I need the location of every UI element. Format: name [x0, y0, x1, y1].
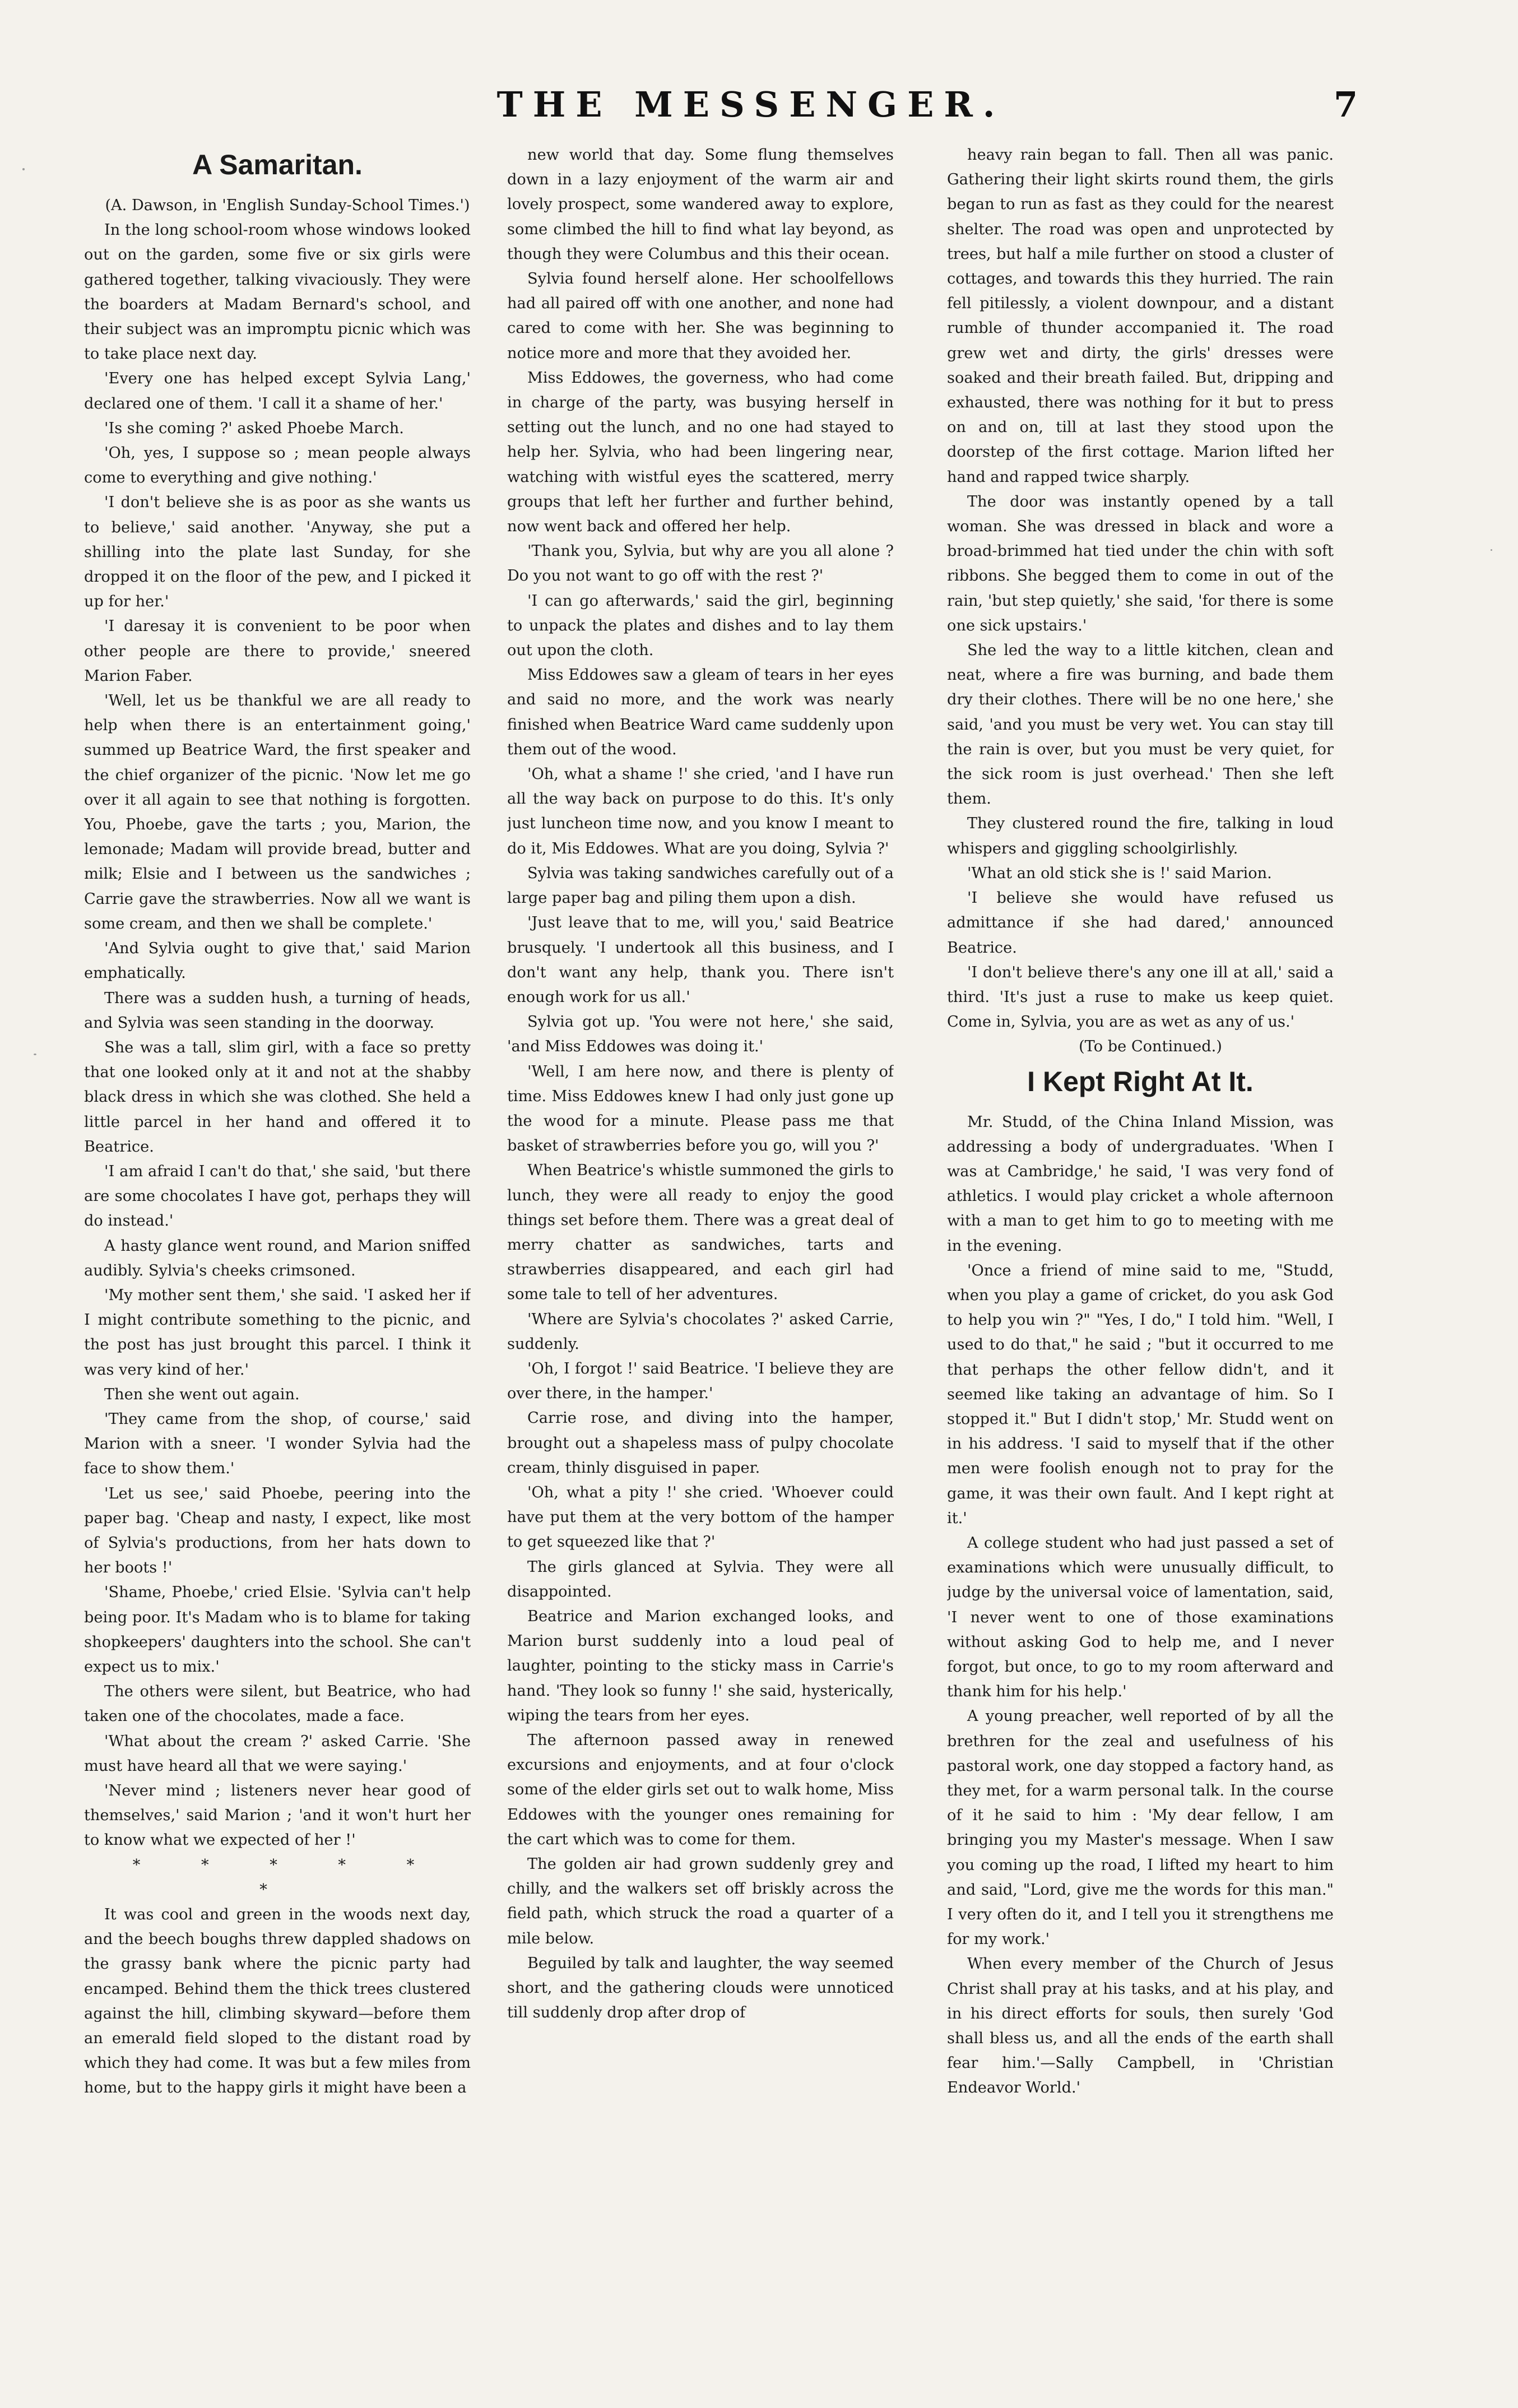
paragraph: 'Where are Sylvia's chocolates ?' asked Carrie, suddenly.: [507, 1310, 894, 1353]
paragraph: The others were silent, but Beatrice, who had taken one of the chocolates, made a face.: [84, 1683, 471, 1725]
paragraph: Beatrice and Marion exchanged looks, and Marion burst suddenly into a loud peal of laughter, pointing to the sticky mass in Carrie's hand. 'They look so funny !' she said, hysterically, wiping the tears from her eyes.: [507, 1607, 894, 1724]
paragraph: Sylvia was taking sandwiches carefully out of a large paper bag and piling them upon a dish.: [507, 864, 894, 907]
paragraph: Sylvia got up. 'You were not here,' she said, 'and Miss Eddowes was doing it.': [507, 1013, 894, 1056]
paragraph: 'My mother sent them,' she said. 'I asked her if I might contribute something to the picnic, and the post has just brought this parcel. I think it was very kind of her.': [84, 1286, 471, 1379]
paragraph: 'Well, let us be thankful we are all ready to help when there is an entertainment going,' summed up Beatrice Ward, the first speaker and the chief organizer of the picnic. 'Now let me go over it all again to see that nothing is forgotten. You, Phoebe, gave the tarts ; you, Marion, the lemonade; Madam will provide bread, butter and milk; Elsie and I between us the sandwiches ; Carrie gave the strawberries. Now all we want is some cream, and then we shall be complete.': [84, 692, 471, 932]
column-2: [507, 143, 894, 2373]
paragraph: 'Just leave that to me, will you,' said Beatrice brusquely. 'I undertook all this business, and I don't want any help, thank you. There isn't enough work for us all.': [507, 914, 894, 1006]
paragraph: 'Oh, yes, I suppose so ; mean people always come to everything and give nothing.': [84, 444, 471, 487]
paragraph: Sylvia found herself alone. Her schoolfellows had all paired off with one another, and none had cared to come with her. She was beginning to notice more and more that they avoided her.: [507, 270, 894, 362]
paragraph: 'Well, I am here now, and there is plenty of time. Miss Eddowes knew I had only just gone up the wood for a minute. Please pass me that basket of strawberries before you go, will you ?': [507, 1063, 894, 1155]
article-title-samaritan: A Samaritan.: [192, 149, 363, 180]
paragraph: 'Oh, I forgot !' said Beatrice. 'I believe they are over there, in the hamper.': [507, 1360, 894, 1403]
paragraph: 'Is she coming ?' asked Phoebe March.: [104, 419, 404, 437]
paragraph: 'And Sylvia ought to give that,' said Marion emphatically.: [84, 940, 471, 982]
newspaper-title: THE MESSENGER.: [496, 84, 1005, 125]
masthead: [0, 84, 1518, 134]
article-body-column-3: [947, 143, 1334, 1034]
print-speck: [34, 1054, 36, 1055]
paragraph: 'I can go afterwards,' said the girl, beginning to unpack the plates and dishes and to lay them out upon the cloth.: [507, 592, 894, 660]
paragraph: When Beatrice's whistle summoned the girls to lunch, they were all ready to enjoy the good things set before them. There was a great deal of merry chatter as sandwiches, tarts and strawberries disappeared, and each girl had some tale to tell of her adventures.: [507, 1162, 894, 1303]
paragraph: They clustered round the fire, talking in loud whispers and giggling schoolgirlishly.: [947, 815, 1334, 857]
print-speck: [22, 168, 25, 170]
paragraph: 'I don't believe there's any one ill at all,' said a third. 'It's just a ruse to make us keep quiet. Come in, Sylvia, you are as wet as any of us.': [947, 963, 1334, 1031]
paragraph: 'Oh, what a pity !' she cried. 'Whoever could have put them at the very bottom of the hamper to get squeezed like that ?': [507, 1483, 894, 1551]
paragraph: The girls glanced at Sylvia. They were all disappointed.: [507, 1558, 894, 1600]
paragraph: heavy rain began to fall. Then all was panic. Gathering their light skirts round them, the girls began to run as fast as they could for the nearest shelter. The road was open and unprotected by trees, but half a mile further on stood a cluster of cottages, and towards this they hurried. The rain fell pitilessly, a violent downpour, and a distant rumble of thunder accompanied it. The road grew wet and dirty, the girls' dresses were soaked and their breath failed. But, dripping and exhausted, there was nothing for it but to press on and on, till at last they stood upon the doorstep of the first cottage. Marion lifted her hand and rapped twice sharply.: [947, 146, 1334, 486]
paragraph: 'They came from the shop, of course,' said Marion with a sneer. 'I wonder Sylvia had the face to show them.': [84, 1410, 471, 1478]
paragraph: 'Once a friend of mine said to me, "Studd, when you play a game of cricket, do you ask God to help you win ?" "Yes, I do," I told him. "Well, I used to do that," he said ; "but it occurred to me that perhaps the other fellow didn't, and it seemed like taking an advantage of him. So I stopped it." But I didn't stop,' Mr. Studd went on in his address. 'I said to myself that if the other men were foolish enough not to pray for the game, it was their own fault. And I kept right at it.': [947, 1261, 1334, 1527]
paragraph: Miss Eddowes saw a gleam of tears in her eyes and said no more, and the work was nearly finished when Beatrice Ward came suddenly upon them out of the wood.: [507, 666, 894, 758]
paragraph: Beguiled by talk and laughter, the way seemed short, and the gathering clouds were unnoticed till suddenly drop after drop of: [507, 1954, 894, 2022]
section-break: * * * * * *: [132, 1856, 443, 1899]
paragraph: When every member of the Church of Jesus Christ shall pray at his tasks, and at his play, and in his direct efforts for souls, then surely 'God shall bless us, and all the ends of the earth shall fear him.'—Sally Campbell, in 'Christian Endeavor World.': [947, 1955, 1334, 2097]
paragraph: 'Every one has helped except Sylvia Lang,' declared one of them. 'I call it a shame of her.': [84, 370, 471, 412]
article-body-column-2: [507, 143, 894, 2025]
paragraph: A hasty glance went round, and Marion sniffed audibly. Sylvia's cheeks crimsoned.: [84, 1237, 471, 1279]
paragraph: Miss Eddowes, the governess, who had come in charge of the party, was busying herself in setting out the lunch, and no one had stayed to help her. Sylvia, who had been lingering near, watching with wistful eyes the scattered, merry groups that left her further and further behind, now went back and offered her help.: [507, 369, 894, 536]
paragraph: She led the way to a little kitchen, clean and neat, where a fire was burning, and bade them dry their clothes. There will be no one here,' she said, 'and you must be very wet. You can stay till the rain is over, but you must be very quiet, for the sick room is just overhead.' Then she left them.: [947, 642, 1334, 808]
paragraph: 'Thank you, Sylvia, but why are you all alone ? Do you not want to go off with the rest ?': [507, 542, 894, 585]
article-body: [84, 218, 471, 1853]
paragraph: Carrie rose, and diving into the hamper, brought out a shapeless mass of pulpy chocolate cream, thinly disguised in paper.: [507, 1409, 894, 1477]
paragraph: 'Let us see,' said Phoebe, peering into the paper bag. 'Cheap and nasty, I expect, like most of Sylvia's productions, from her hats down to her boots !': [84, 1484, 471, 1577]
article-body-kept-right-at-it: [947, 1110, 1334, 2101]
paragraph: 'I believe she would have refused us admittance if she had dared,' announced Beatrice.: [947, 889, 1334, 957]
article-body-continued: [84, 1903, 471, 2101]
column-3: [947, 143, 1334, 2373]
paragraph: 'What an old stick she is !' said Marion.: [967, 864, 1272, 882]
paragraph: The golden air had grown suddenly grey and chilly, and the walkers set off briskly across the field path, which struck the road a quarter of a mile below.: [507, 1855, 894, 1947]
paragraph: She was a tall, slim girl, with a face so pretty that one looked only at it and not at the shabby black dress in which she was clothed. She held a little parcel in her hand and offered it to Beatrice.: [84, 1038, 471, 1156]
paragraph: A college student who had just passed a set of examinations which were unusually difficult, to judge by the universal voice of lamentation, said, 'I never went to one of those examinations without asking God to help me, and I never forgot, but once, to go to my room afterward and thank him for his help.': [947, 1534, 1334, 1701]
paragraph: 'Shame, Phoebe,' cried Elsie. 'Sylvia can't help being poor. It's Madam who is to blame for taking shopkeepers' daughters into the school. She can't expect us to mix.': [84, 1584, 471, 1676]
paragraph: 'Oh, what a shame !' she cried, 'and I have run all the way back on purpose to do this. It's only just luncheon time now, and you know I meant to do it, Mis Eddowes. What are you doing, Sylvia ?': [507, 765, 894, 857]
article-byline: (A. Dawson, in 'English Sunday-School Times.'): [105, 197, 470, 214]
paragraph: 'I don't believe she is as poor as she wants us to believe,' said another. 'Anyway, she put a shilling into the plate last Sunday, for she dropped it on the floor of the pew, and I picked it up for her.': [84, 494, 471, 611]
paragraph: A young preacher, well reported of by all the brethren for the zeal and usefulness of his pastoral work, one day stopped a factory hand, as they met, for a warm personal talk. In the course of it he said to him : 'My dear fellow, I am bringing you my Master's message. When I saw you coming up the road, I lifted my heart to him and said, "Lord, give me the words for this man." I very often do it, and I tell you it strengthens me for my work.': [947, 1708, 1334, 1948]
page-number: 7: [1334, 84, 1358, 125]
paragraph: 'Never mind ; listeners never hear good of themselves,' said Marion ; 'and it won't hurt her to know what we expected of her !': [84, 1782, 471, 1849]
paragraph: The door was instantly opened by a tall woman. She was dressed in black and wore a broad-brimmed hat tied under the chin with soft ribbons. She begged them to come in out of the rain, 'but step quietly,' she said, 'for there is some one sick upstairs.': [947, 493, 1334, 634]
paragraph: new world that day. Some flung themselves down in a lazy enjoyment of the warm air and lovely prospect, some wandered away to explore, some climbed the hill to find what lay beyond, as though they were Columbus and this their ocean.: [507, 146, 894, 263]
paragraph: It was cool and green in the woods next day, and the beech boughs threw dappled shadows on the grassy bank where the picnic party had encamped. Behind them the thick trees clustered against the hill, climbing skyward—before them an emerald field sloped to the distant road by which they had come. It was but a few miles from home, but to the happy girls it might have been a: [84, 1906, 471, 2097]
column-1: [84, 143, 471, 2373]
paragraph: In the long school-room whose windows looked out on the garden, some five or six girls were gathered together, talking vivaciously. They were the boarders at Madam Bernard's school, and their subject was an impromptu picnic which was to take place next day.: [84, 221, 471, 363]
paragraph: 'I daresay it is convenient to be poor when other people are there to provide,' sneered Marion Faber.: [84, 618, 471, 685]
paragraph: The afternoon passed away in renewed excursions and enjoyments, and at four o'clock some of the elder girls set out to walk home, Miss Eddowes with the younger ones remaining for the cart which was to come for them.: [507, 1732, 894, 1848]
paragraph: 'What about the cream ?' asked Carrie. 'She must have heard all that we were saying.': [84, 1732, 471, 1775]
paragraph: 'I am afraid I can't do that,' she said, 'but there are some chocolates I have got, perhaps they will do instead.': [84, 1162, 471, 1230]
paragraph: Mr. Studd, of the China Inland Mission, was addressing a body of undergraduates. 'When I was at Cambridge,' he said, 'I was very fond of athletics. I would play cricket a whole afternoon with a man to get him to go to meeting with me in the evening.: [947, 1113, 1334, 1255]
to-be-continued: (To be Continued.): [1079, 1038, 1222, 1056]
paragraph: Then she went out again.: [104, 1385, 300, 1403]
print-speck: [1491, 549, 1492, 551]
article-title-kept-right-at-it: I Kept Right At It.: [1027, 1065, 1254, 1097]
paragraph: There was a sudden hush, a turning of heads, and Sylvia was seen standing in the doorway.: [84, 989, 471, 1032]
